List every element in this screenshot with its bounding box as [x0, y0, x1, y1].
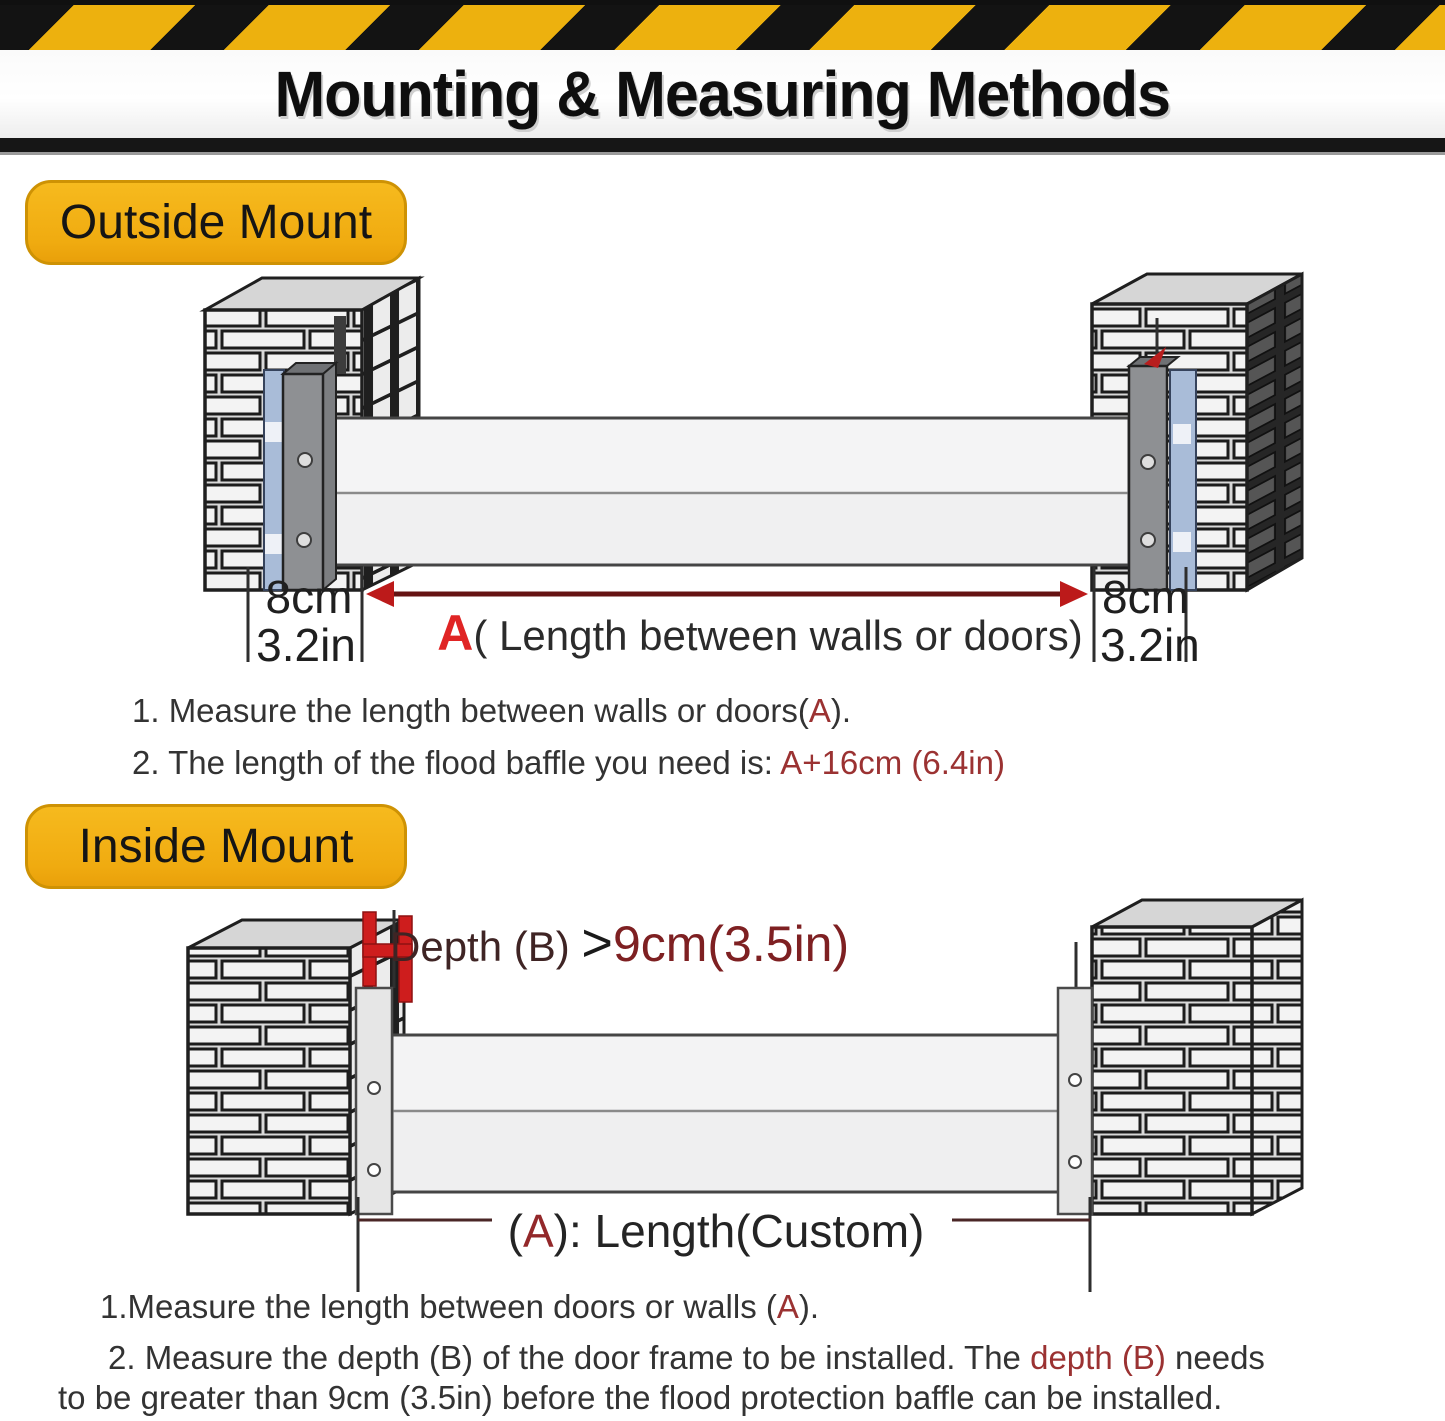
- outside-mount-badge: [25, 180, 407, 265]
- inside-step-1-text: 1.Measure the length between doors or walls (: [100, 1288, 777, 1325]
- right-gap-cm-label: 8cm: [1102, 571, 1189, 623]
- greater-than-sign: >: [581, 913, 613, 973]
- screw-hole: [297, 533, 311, 547]
- outside-step-1-variable: A: [808, 692, 831, 729]
- flood-barrier-panels: [323, 418, 1129, 565]
- depth-label-text: Depth (B): [390, 923, 582, 970]
- screw-hole: [298, 453, 312, 467]
- page-title: Mounting & Measuring Methods: [274, 58, 1171, 130]
- outside-step-2-formula: A+16cm (6.4in): [780, 744, 1005, 781]
- right-gap-inch-label: 3.2in: [1100, 619, 1200, 671]
- screw-hole: [1141, 533, 1155, 547]
- outside-step-1: [132, 692, 851, 730]
- inside-step-1-end: ).: [798, 1288, 820, 1325]
- depth-requirement-label: [390, 912, 849, 974]
- left-mount-channel: [264, 363, 336, 590]
- inside-step-2-depth-ref: depth (B): [1030, 1339, 1166, 1376]
- right-brick-pillar: [1092, 900, 1302, 1214]
- right-mount-rail: [1058, 942, 1092, 1214]
- outside-step-1-end: ).: [830, 692, 852, 729]
- left-gap-inch-label: 3.2in: [256, 619, 356, 671]
- title-band: [0, 50, 1445, 138]
- screw-hole: [368, 1164, 380, 1176]
- screw-hole: [1141, 455, 1155, 469]
- inside-step-1: [100, 1288, 819, 1326]
- channel-seal-strip: [264, 370, 284, 590]
- outside-step-1-text: 1. Measure the length between walls or doors(: [132, 692, 809, 729]
- span-length-variable-a: A: [437, 605, 474, 661]
- custom-length-variable-a: A: [522, 1205, 554, 1257]
- inside-step-2-end: needs: [1165, 1339, 1265, 1376]
- span-length-label: [420, 604, 1100, 662]
- hazard-stripes-banner: [0, 0, 1445, 50]
- inside-step-2-text: 2. Measure the depth (B) of the door frame to be installed. The: [108, 1339, 1031, 1376]
- outside-step-2-text: 2. The length of the flood baffle you need is:: [132, 744, 781, 781]
- left-gap-cm-label: 8cm: [265, 571, 353, 623]
- screw-hole: [368, 1082, 380, 1094]
- banner-divider-bar: [0, 138, 1445, 152]
- outside-mount-badge-label: Outside Mount: [59, 196, 373, 249]
- custom-length-text: ): Length(Custom): [553, 1205, 925, 1257]
- flood-barrier-panels: [392, 1035, 1062, 1192]
- inside-step-2-line-1: [108, 1339, 1265, 1377]
- inside-step-2-line-2: to be greater than 9cm (3.5in) before the flood protection baffle can be installed.: [58, 1379, 1223, 1416]
- inside-mount-badge-label: Inside Mount: [78, 820, 354, 873]
- channel-seal-strip: [1170, 370, 1196, 590]
- span-length-text: ( Length between walls or doors): [473, 612, 1083, 659]
- outside-step-2: [132, 744, 1005, 782]
- custom-length-pre: (: [507, 1205, 523, 1257]
- inside-mount-badge: [25, 804, 407, 889]
- screw-hole: [1069, 1074, 1081, 1086]
- depth-label-value: 9cm(3.5in): [612, 916, 850, 972]
- inside-step-1-variable: A: [776, 1288, 799, 1325]
- custom-length-label: [496, 1204, 936, 1258]
- screw-hole: [1069, 1156, 1081, 1168]
